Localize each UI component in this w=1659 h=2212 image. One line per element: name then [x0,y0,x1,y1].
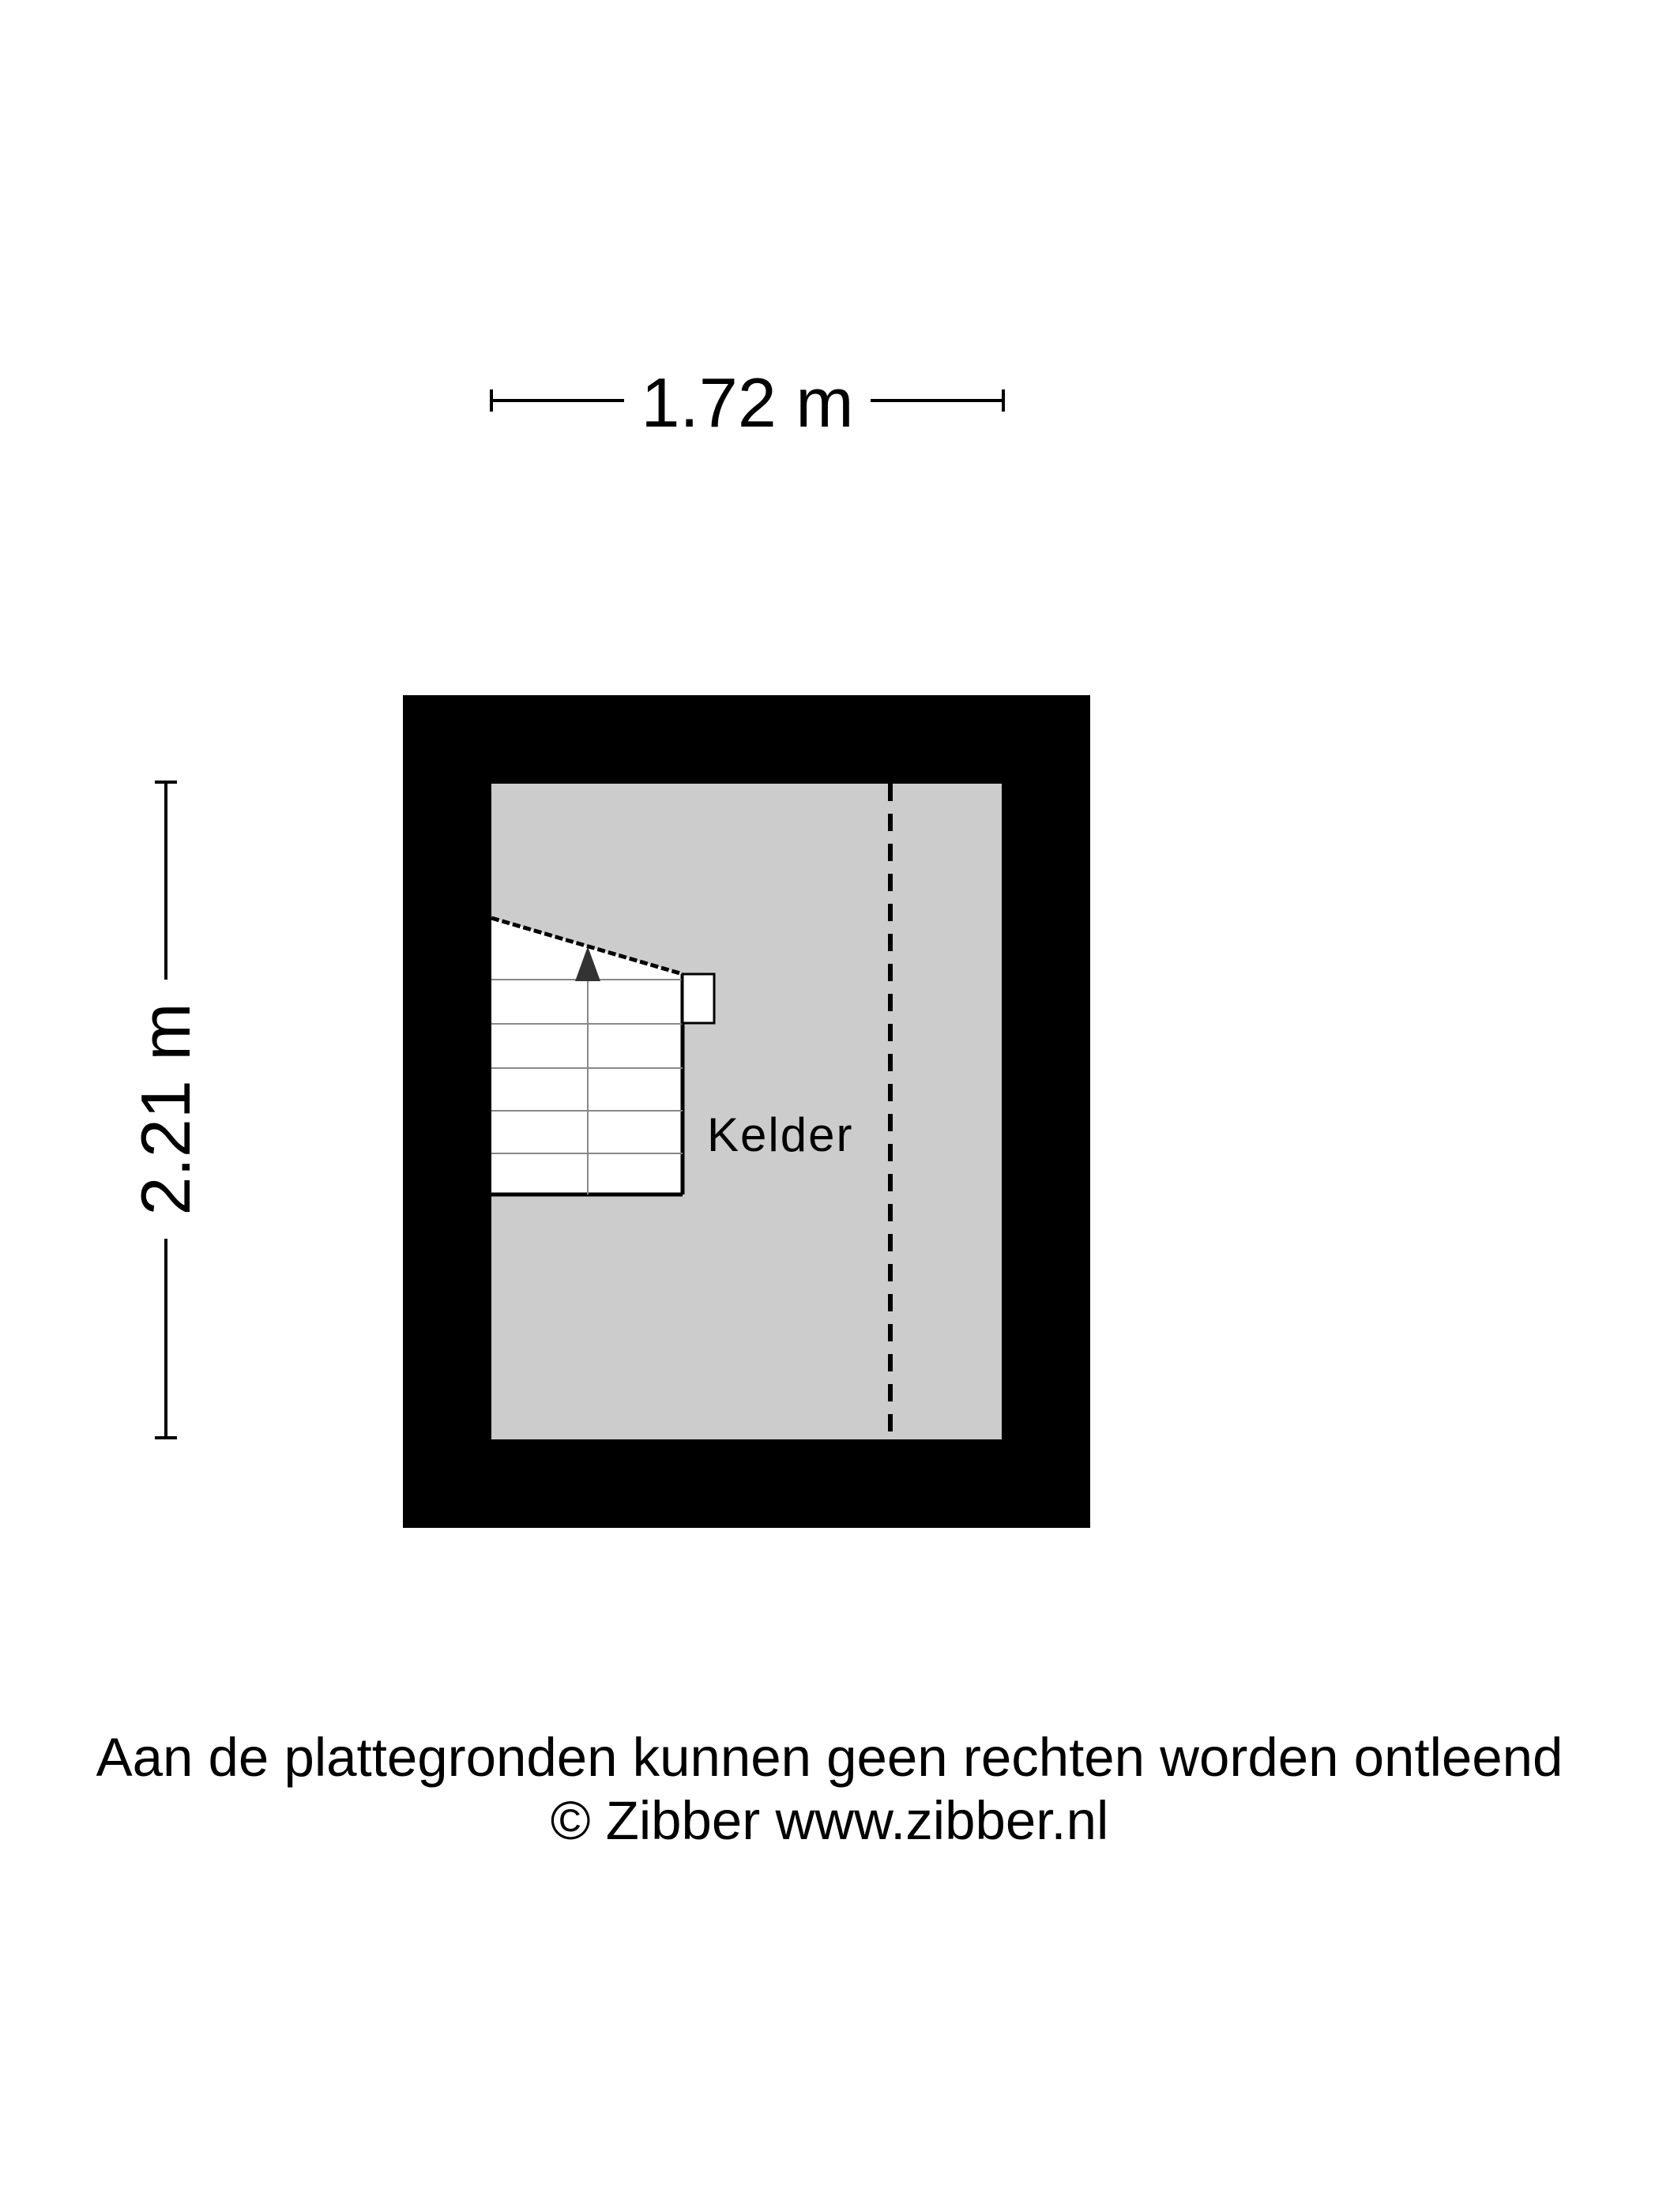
stair-post [683,974,714,1023]
height-dimension [126,782,205,1438]
height-dimension-label: 2.21 m [126,1003,205,1216]
width-dimension [491,363,1003,442]
disclaimer-line-2: © Zibber www.zibber.nl [550,1790,1109,1851]
room-label-kelder: Kelder [707,1108,854,1161]
disclaimer-line-1: Aan de plattegronden kunnen geen rechten worden ontleend [96,1727,1563,1788]
width-dimension-label: 1.72 m [641,363,854,442]
